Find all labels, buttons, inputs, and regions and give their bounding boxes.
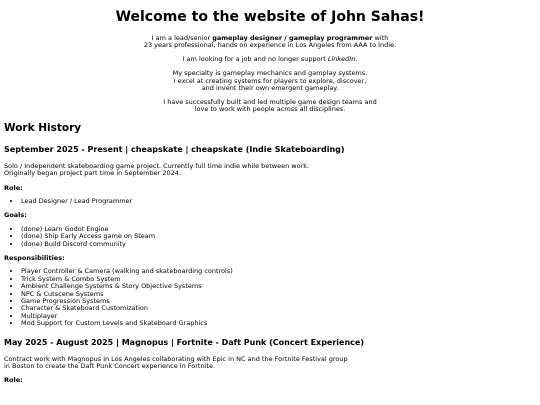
- list-item: • Lead Designer / Lead Programmer: [21, 198, 536, 205]
- job-description: [4, 163, 536, 178]
- intro-line: love to work with people across all disciplines.: [194, 105, 346, 114]
- list-item: • Character & Skateboard Customization: [21, 305, 536, 312]
- intro-line: 23 years professional, hands on experience in Los Angeles from AAA to Indie.: [143, 41, 397, 50]
- intro-paragraph-2: [4, 56, 536, 63]
- intro-paragraph-3: [4, 70, 536, 92]
- intro: [4, 35, 536, 114]
- list-item: • Game Progression Systems: [21, 298, 536, 305]
- linkedin-text: LinkedIn: [327, 55, 356, 64]
- job-description-line: Contract work with Magnopus in Los Angeles collaborating with Epic in NC and the Fortnite Festival group: [4, 354, 348, 363]
- list-item: • Player Controller & Camera (walking and skateboarding controls): [21, 268, 536, 275]
- intro-line: My specialty is gameplay mechanics and gamplay systems.: [172, 69, 368, 78]
- responsibilities-list: [4, 268, 536, 327]
- goals-list: [4, 226, 536, 248]
- intro-line: and invent their own emergent gameplay.: [201, 84, 339, 93]
- intro-text: with: [372, 34, 389, 42]
- job-description: [4, 356, 536, 371]
- role-list: [4, 198, 536, 205]
- job-title: May 2025 - August 2025 | Magnopus | Fortnite - Daft Punk (Concert Experience): [4, 337, 364, 347]
- role-label: Role:: [4, 183, 23, 192]
- responsibilities-label: Responsibilities:: [4, 254, 65, 262]
- intro-text: I am a lead/senior: [151, 34, 213, 42]
- intro-bold-text: gameplay designer / gameplay programmer: [212, 34, 373, 42]
- list-item: • Ambient Challenge Systems & Story Objective Systems: [21, 283, 536, 290]
- job-description-line: Solo / Independent skateboarding game project. Currently full time indie while between work.: [4, 161, 310, 170]
- list-item: • Trick System & Combo System: [21, 276, 536, 283]
- work-history-heading: Work History: [4, 121, 82, 134]
- intro-text: .: [355, 55, 358, 64]
- page-title: Welcome to the website of John Sahas!: [115, 9, 425, 25]
- role-label: Role:: [4, 376, 23, 385]
- list-item: • Mod Support for Custom Levels and Skateboard Graphics: [21, 320, 536, 327]
- list-item: • NPC & Cutscene Systems: [21, 291, 536, 298]
- job-description-line: in Boston to create the Daft Punk Concert experience in Fortnite.: [4, 362, 216, 371]
- list-item: • (done) Build Discord community: [21, 241, 536, 248]
- goals-label: Goals:: [4, 211, 27, 220]
- intro-line: I excel at creating systems for players to explore, discover,: [173, 76, 367, 85]
- intro-paragraph-1: [4, 35, 536, 50]
- job-title: September 2025 - Present | cheapskate | cheapskate (Indie Skateboarding): [4, 144, 345, 154]
- intro-paragraph-4: [4, 99, 536, 114]
- intro-text: I am looking for a job and no longer support: [182, 55, 328, 64]
- list-item: • Multiplayer: [21, 313, 536, 320]
- intro-line: I have successfully built and led multiple game design teams and: [163, 97, 377, 106]
- job-description-line: Originally began project part time in September 2024.: [4, 169, 181, 178]
- list-item: • (done) Learn Godot Engine: [21, 226, 536, 233]
- list-item: • (done) Ship Early Access game on Steam: [21, 233, 536, 240]
